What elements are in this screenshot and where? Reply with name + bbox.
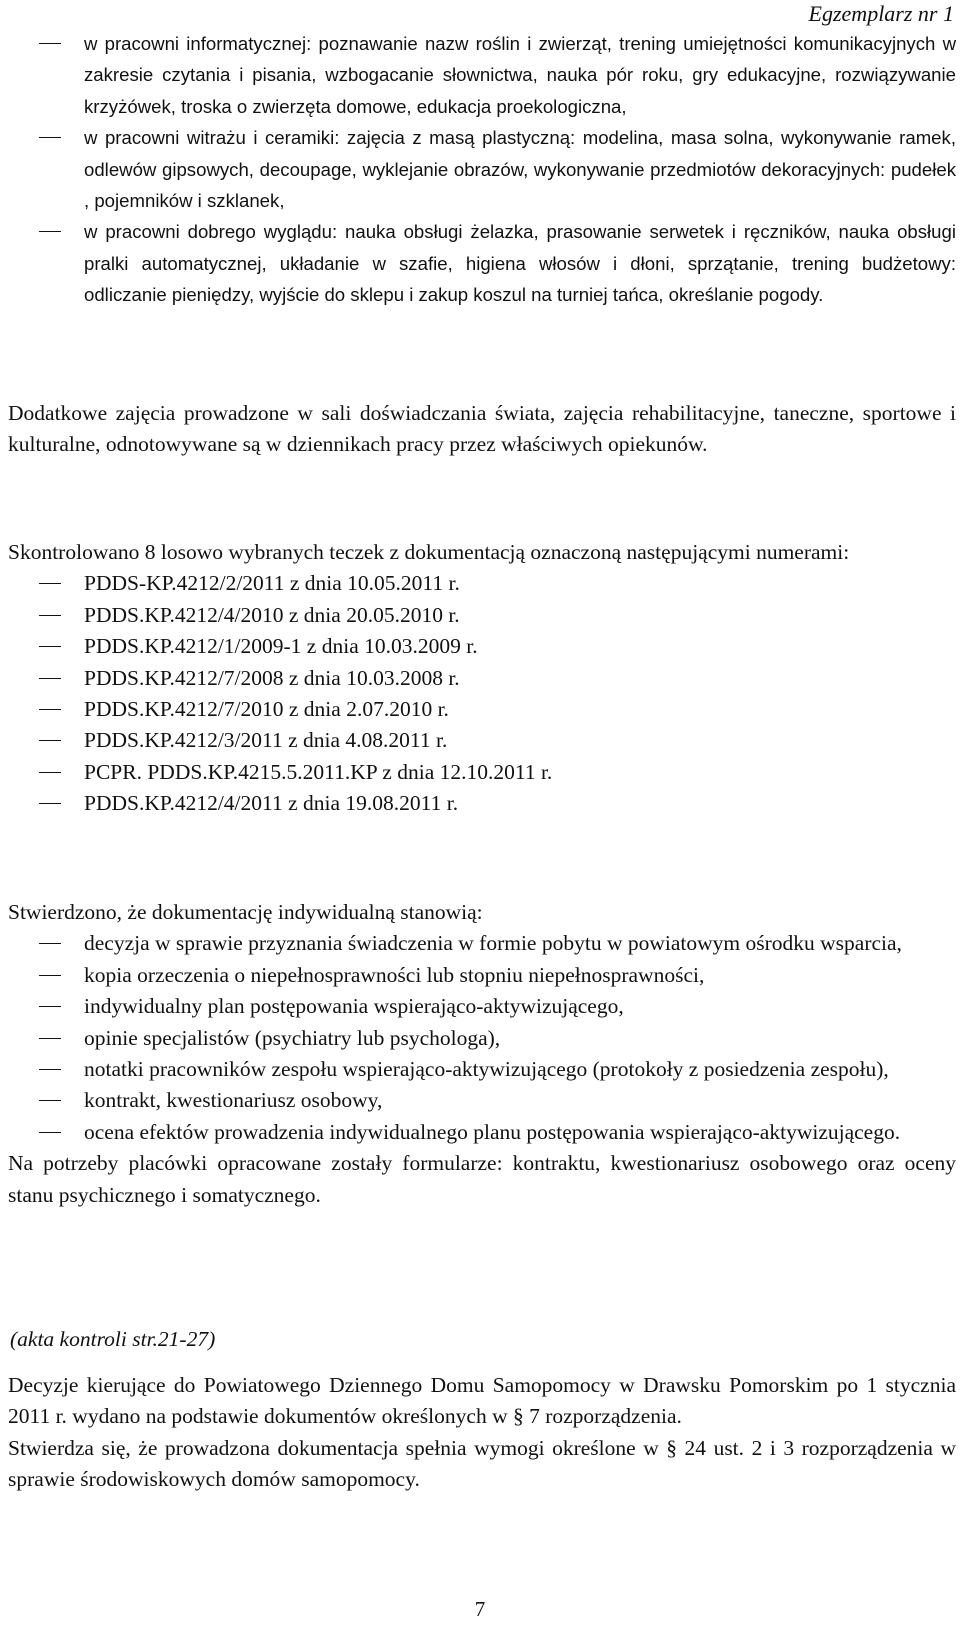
dash-bullet — [39, 1038, 61, 1039]
list-item-text: ocena efektów prowadzenia indywidualnego planu postępowania wspierająco-aktywizującego. — [84, 1119, 901, 1144]
dash-bullet — [39, 772, 61, 773]
file-number: PCPR. PDDS.KP.4215.5.2011.KP z dnia 12.10.2011 r. — [84, 759, 553, 784]
list-item — [8, 1023, 956, 1054]
list-item — [8, 725, 956, 756]
file-list — [8, 568, 956, 819]
paragraph: Dodatkowe zajęcia prowadzone w sali doświadczania świata, zajęcia rehabilitacyjne, taneczne, sportowe i kulturalne, odnotowywane są w dziennikach pracy przez właściwych opiekunów. — [8, 401, 956, 457]
list-item-text: indywidualny plan postępowania wspierająco-aktywizującego, — [84, 994, 624, 1019]
file-number: PDDS.KP.4212/7/2008 z dnia 10.03.2008 r. — [84, 665, 460, 690]
paragraph: Decyzje kierujące do Powiatowego Dziennego Domu Samopomocy w Drawsku Pomorskim po 1 stycznia 2011 r. wydano na podstawie dokumentów określonych w § 7 rozporządzenia. — [8, 1373, 956, 1429]
list-item-text: w pracowni informatycznej: poznawanie nazw roślin i zwierząt, trening umiejętności komunikacyjnych w zakresie czytania i pisania, wzbogacanie słownictwa, nauka pór roku, gry edukacyjne, rozwiązywanie krzyżówek, troska o zwierzęta domowe, edukacja proekologiczna, — [84, 33, 956, 117]
additional-block — [8, 398, 956, 461]
dash-bullet — [39, 975, 61, 976]
dash-bullet — [39, 943, 61, 944]
dash-bullet — [39, 1006, 61, 1007]
checked-block — [8, 537, 956, 820]
file-number: PDDS.KP.4212/3/2011 z dnia 4.08.2011 r. — [84, 728, 448, 753]
dash-bullet — [39, 803, 61, 804]
file-number: PDDS-KP.4212/2/2011 z dnia 10.05.2011 r. — [84, 571, 460, 596]
list-item — [8, 216, 956, 310]
list-item-text: opinie specjalistów (psychiatry lub psychologa), — [84, 1025, 501, 1050]
dash-bullet — [39, 583, 61, 584]
documentation-block — [8, 897, 956, 1211]
dash-bullet — [39, 1100, 61, 1101]
dash-bullet — [39, 231, 61, 232]
dash-bullet — [39, 678, 61, 679]
dash-bullet — [39, 1132, 61, 1133]
list-item — [8, 991, 956, 1022]
list-item — [8, 1085, 956, 1116]
list-item-text: w pracowni dobrego wyglądu: nauka obsługi żelazka, prasowanie serwetek i ręczników, nauka obsługi pralki automatycznej, układanie w szafie, higiena włosów i dłoni, sprzątanie, trening budżetowy: odliczanie pieniędzy, wyjście do sklepu i zakup koszul na turniej tańca, określanie pogody. — [84, 221, 956, 306]
list-item — [8, 694, 956, 725]
copy-label: Egzemplarz nr 1 — [808, 1, 954, 26]
file-number: PDDS.KP.4212/7/2010 z dnia 2.07.2010 r. — [84, 697, 449, 722]
list-item — [8, 1054, 956, 1085]
dash-bullet — [39, 137, 61, 138]
list-item — [8, 1117, 956, 1148]
list-item-text: kontrakt, kwestionariusz osobowy, — [84, 1088, 383, 1113]
dash-bullet — [39, 646, 61, 647]
paragraph: Na potrzeby placówki opracowane zostały formularze: kontraktu, kwestionariusz osobowego oraz oceny stanu psychicznego i somatycznego. — [8, 1151, 956, 1207]
dash-bullet — [39, 709, 61, 710]
page-number: 7 — [474, 1597, 486, 1621]
paragraph: Stwierdza się, że prowadzona dokumentacja spełnia wymogi określone w § 24 ust. 2 i 3 rozporządzenia w sprawie środowiskowych domów samopomocy. — [8, 1435, 956, 1492]
akta-reference-block — [10, 1324, 958, 1355]
list-item-text: w pracowni witrażu i ceramiki: zajęcia z masą plastyczną: modelina, masa solna, wykonywanie ramek, odlewów gipsowych, decoupage, wyklejanie obrazów, wykonywanie przedmiotów dekoracyjnych: pudełek , pojemników i szklanek, — [84, 127, 956, 212]
file-number: PDDS.KP.4212/4/2010 z dnia 20.05.2010 r. — [84, 602, 460, 627]
dash-bullet — [39, 43, 61, 44]
list-item — [8, 663, 956, 694]
dash-bullet — [39, 1069, 61, 1070]
list-item — [8, 960, 956, 991]
decisions-block — [8, 1370, 956, 1496]
file-number: PDDS.KP.4212/1/2009-1 z dnia 10.03.2009 r. — [84, 634, 478, 659]
dash-bullet — [39, 615, 61, 616]
list-item — [8, 757, 956, 788]
list-item — [8, 568, 956, 599]
list-item — [8, 122, 956, 216]
paragraph: Skontrolowano 8 losowo wybranych teczek z dokumentacją oznaczoną następującymi numerami: — [8, 540, 850, 564]
workshop-list-block — [8, 28, 956, 311]
paragraph: Stwierdzono, że dokumentację indywidualną stanowią: — [8, 900, 483, 924]
list-item — [8, 600, 956, 631]
list-item-text: notatki pracowników zespołu wspierająco-aktywizującego (protokoły z posiedzenia zespołu), — [84, 1057, 889, 1082]
dash-bullet — [39, 740, 61, 741]
list-item-text: kopia orzeczenia o niepełnosprawności lub stopniu niepełnosprawności, — [84, 962, 705, 987]
akta-reference: (akta kontroli str.21-27) — [10, 1327, 216, 1351]
list-item-text: decyzja w sprawie przyznania świadczenia w formie pobytu w powiatowym ośrodku wsparcia, — [84, 931, 902, 956]
list-item — [8, 28, 956, 122]
list-item — [8, 631, 956, 662]
workshop-list — [8, 28, 956, 311]
documentation-list — [8, 928, 956, 1148]
list-item — [8, 788, 956, 819]
file-number: PDDS.KP.4212/4/2011 z dnia 19.08.2011 r. — [84, 791, 459, 816]
list-item — [8, 928, 956, 959]
